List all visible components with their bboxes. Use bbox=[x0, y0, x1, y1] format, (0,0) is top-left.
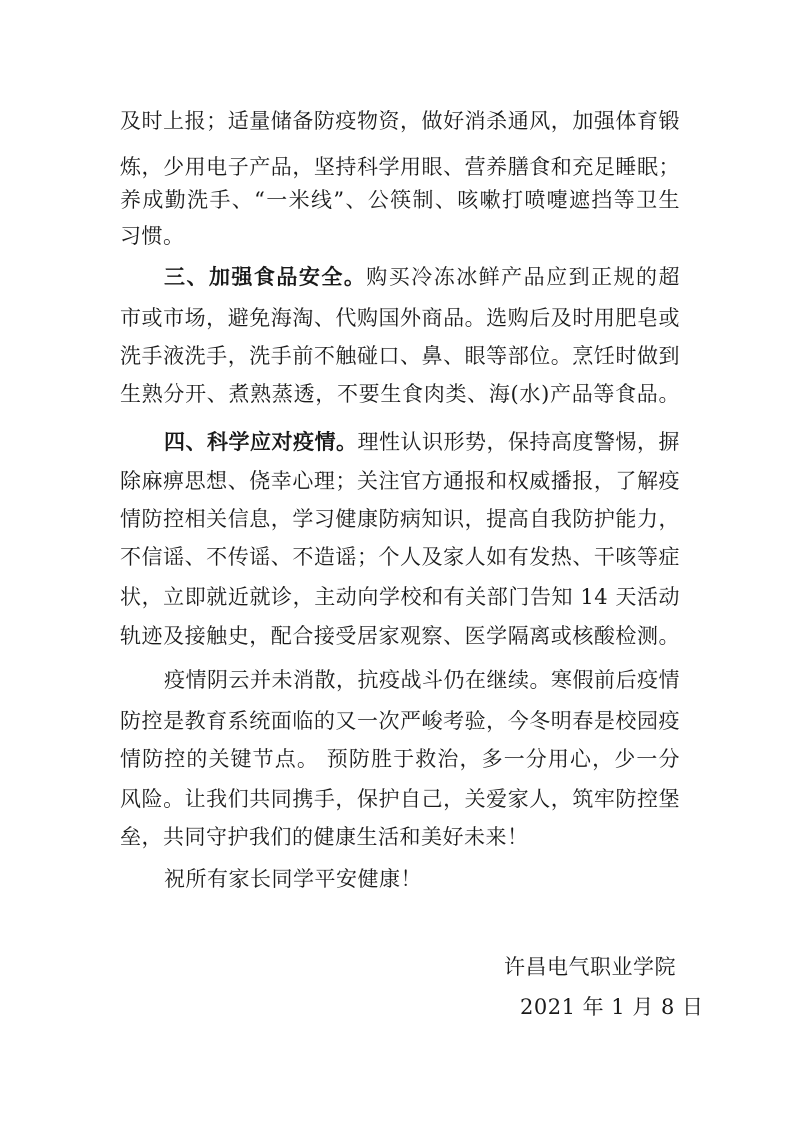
section4-line-4: 不信谣、不传谣、不造谣；个人及家人如有发热、干咳等症 bbox=[120, 545, 680, 569]
signature-date: 2021 年 1 月 8 日 bbox=[520, 995, 704, 1019]
paragraph-top-line-4: 习惯。 bbox=[120, 224, 185, 248]
section3-first-line bbox=[164, 262, 680, 292]
section3-line-4: 生熟分开、煮熟蒸透，不要生食肉类、海(水)产品等食品。 bbox=[120, 382, 680, 406]
paragraph-top-line-3: 养成勤洗手、“一米线”、公筷制、咳嗽打喷嚏遮挡等卫生 bbox=[120, 188, 680, 212]
closing-line-2: 防控是教育系统面临的又一次严峻考验，今冬明春是校园疫 bbox=[120, 709, 680, 733]
closing-line-1: 疫情阴云并未消散，抗疫战斗仍在继续。寒假前后疫情 bbox=[164, 668, 680, 692]
paragraph-top-line-2: 炼，少用电子产品，坚持科学用眼、营养膳食和充足睡眠； bbox=[120, 155, 680, 179]
closing-line-4: 风险。让我们共同携手，保护自己，关爱家人，筑牢防控堡 bbox=[120, 787, 680, 811]
section3-line-1: 购买冷冻冰鲜产品应到正规的超 bbox=[366, 265, 681, 289]
section4-line-2: 除麻痹思想、侥幸心理；关注官方通报和权威播报，了解疫 bbox=[120, 469, 680, 493]
section3-heading: 三、加强食品安全。 bbox=[164, 264, 367, 289]
section3-line-2: 市或市场，避免海淘、代购国外商品。选购后及时用肥皂或 bbox=[120, 306, 680, 330]
paragraph-top-line-1: 及时上报；适量储备防疫物资，做好消杀通风，加强体育锻 bbox=[120, 109, 680, 133]
wishes-line: 祝所有家长同学平安健康！ bbox=[164, 867, 422, 891]
section4-heading: 四、科学应对疫情。 bbox=[164, 429, 358, 454]
closing-line-3: 情防控的关键节点。 预防胜于救治，多一分用心，少一分 bbox=[120, 747, 680, 771]
section3-line-3: 洗手液洗手，洗手前不触碰口、鼻、眼等部位。烹饪时做到 bbox=[120, 344, 680, 368]
signature-org: 许昌电气职业学院 bbox=[504, 955, 676, 979]
section4-line-5: 状，立即就近就诊，主动向学校和有关部门告知 14 天活动 bbox=[120, 585, 680, 609]
section4-line-3: 情防控相关信息，学习健康防病知识，提高自我防护能力， bbox=[120, 507, 680, 531]
closing-line-5: 垒，共同守护我们的健康生活和美好未来！ bbox=[120, 825, 529, 849]
section4-line-1: 理性认识形势，保持高度警惕，摒 bbox=[357, 430, 680, 454]
section4-first-line bbox=[164, 427, 680, 457]
section4-line-6: 轨迹及接触史，配合接受居家观察、医学隔离或核酸检测。 bbox=[120, 624, 680, 648]
